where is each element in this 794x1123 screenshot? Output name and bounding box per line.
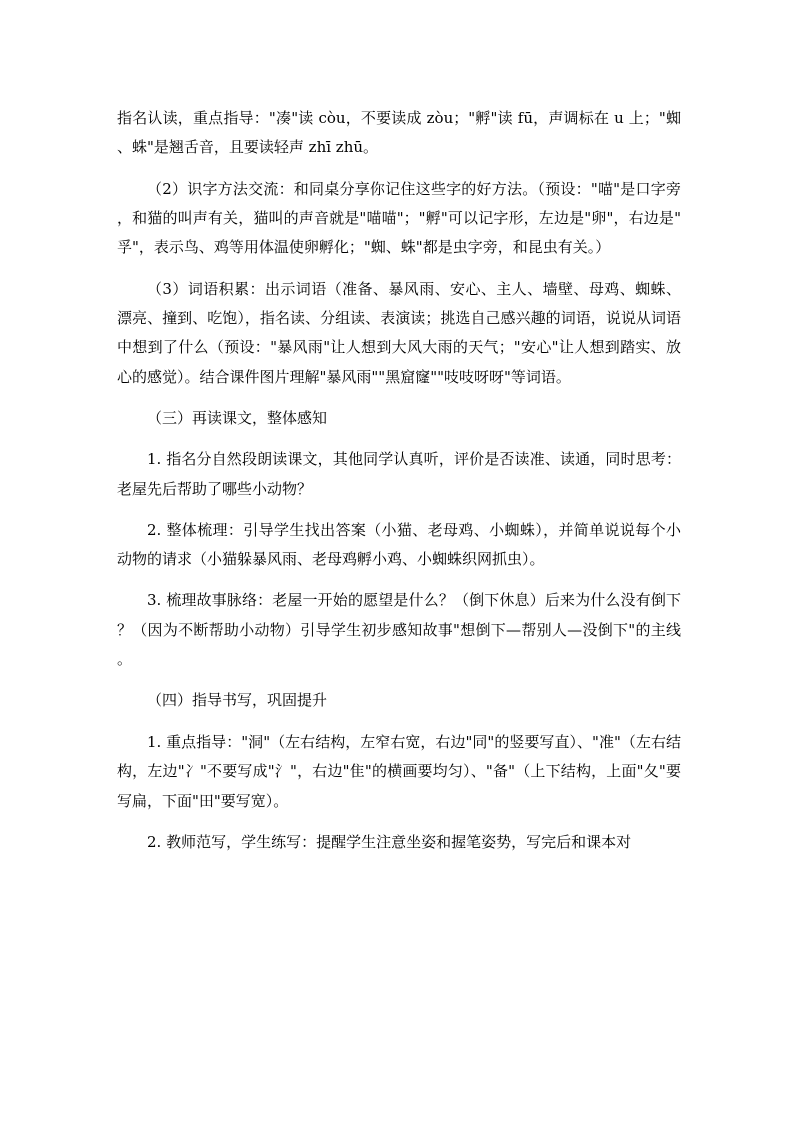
section-heading-writing: （四）指导书写，巩固提升 xyxy=(147,691,328,710)
reread-step-3: 3. 梳理故事脉络：老屋一开始的愿望是什么？（倒下休息）后来为什么没有倒下？（因为不断帮助小动物）引导学生初步感知故事"想倒下—帮别人—没倒下"的主线。 xyxy=(117,591,681,669)
reread-step-2: 2. 整体梳理：引导学生找出答案（小猫、老母鸡、小蜘蛛），并简单说说每个小动物的请求（小猫躲暴风雨、老母鸡孵小鸡、小蜘蛛织网抓虫）。 xyxy=(117,520,681,569)
reread-step-1: 1. 指名分自然段朗读课文，其他同学认真听，评价是否读准、读通，同时思考：老屋先后帮助了哪些小动物？ xyxy=(117,450,681,498)
character-method-paragraph: （2）识字方法交流：和同桌分享你记住这些字的好方法。（预设："喵"是口字旁，和猫的叫声有关，猫叫的声音就是"喵喵"；"孵"可以记字形，左边是"卵"，右边是"孚"，表示鸟、鸡等用体温使卵孵化；"蜘、蛛"都是虫字旁，和昆虫有关。） xyxy=(117,179,681,257)
writing-step-1: 1. 重点指导："洞"（左右结构，左窄右宽，右边"同"的竖要写直）、"准"（左右结构，左边"冫"不要写成"氵"，右边"隹"的横画要均匀）、"备"（上下结构，上面"夂"要写扁，下面"田"要写宽）。 xyxy=(117,732,681,810)
section-heading-reread: （三）再读课文，整体感知 xyxy=(147,409,328,428)
writing-step-2: 2. 教师范写，学生练写：提醒学生注意坐姿和握笔姿势，写完后和课本对 xyxy=(147,832,632,851)
lesson-plan-body xyxy=(117,104,681,869)
pronunciation-guidance-paragraph: 指名认读，重点指导："凑"读 còu，不要读成 zòu；"孵"读 fū，声调标在 u 上；"蜘、蛛"是翘舌音，且要读轻声 zhī zhū。 xyxy=(117,109,681,157)
vocabulary-paragraph: （3）词语积累：出示词语（准备、暴风雨、安心、主人、墙壁、母鸡、蜘蛛、漂亮、撞到、吃饱），指名读、分组读、表演读；挑选自己感兴趣的词语，说说从词语中想到了什么（预设："暴风雨"让人想到大风大雨的天气；"安心"让人想到踏实、放心的感觉）。结合课件图片理解"暴风雨""黑窟窿""吱吱呀呀"等词语。 xyxy=(117,279,681,386)
